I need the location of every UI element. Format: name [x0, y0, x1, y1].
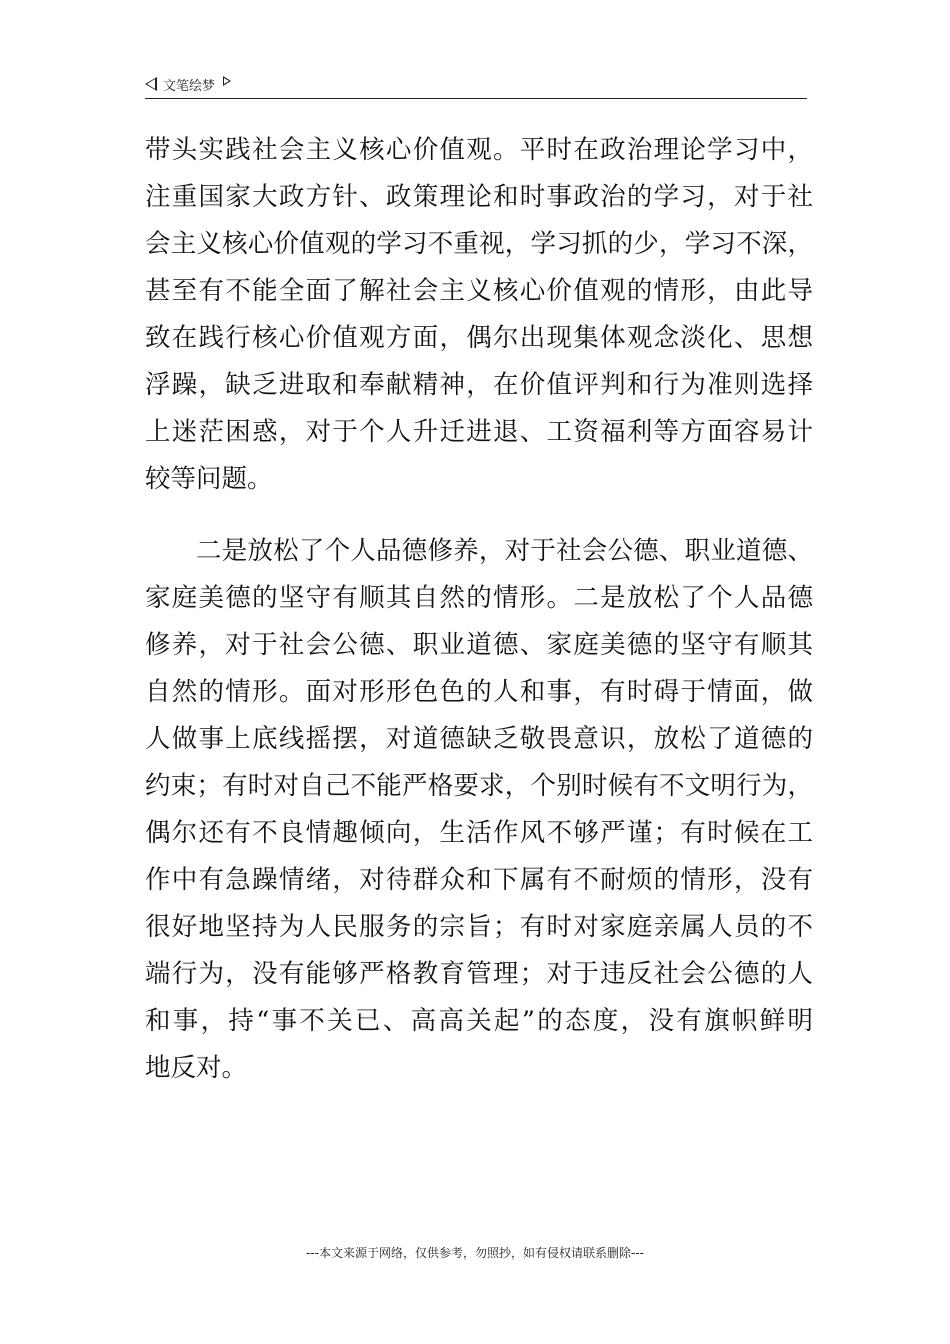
triangle-right-icon: [223, 76, 231, 86]
text-line: 约束；有时对自己不能严格要求，个别时候有不文明行为，: [145, 771, 813, 801]
text-line: 会主义核心价值观的学习不重视，学习抓的少，学习不深，: [145, 229, 813, 259]
page-header: [145, 70, 807, 99]
text-line: 偶尔还有不良情趣倾向，生活作风不够严谨；有时候在工: [145, 818, 813, 848]
text-line: 致在践行核心价值观方面，偶尔出现集体观念淡化、思想: [145, 323, 813, 353]
page-footer: ---本文来源于网络，仅供参考，勿照抄，如有侵权请联系删除---: [306, 1246, 644, 1260]
text-line: 端行为，没有能够严格教育管理；对于违反社会公德的人: [145, 959, 813, 989]
text-line: 很好地坚持为人民服务的宗旨；有时对家庭亲属人员的不: [145, 912, 813, 942]
text-line: 甚至有不能全面了解社会主义核心价值观的情形，由此导: [145, 276, 813, 306]
text-line: 注重国家大政方针、政策理论和时事政治的学习，对于社: [145, 182, 813, 212]
text-line: 修养，对于社会公德、职业道德、家庭美德的坚守有顺其: [145, 630, 813, 660]
document-body: [145, 127, 813, 1092]
text-line: 上迷茫困惑，对于个人升迁进退、工资福利等方面容易计: [145, 417, 813, 447]
text-line: 人做事上底线摇摆，对道德缺乏敬畏意识，放松了道德的: [145, 724, 813, 754]
paragraph-2: [145, 528, 813, 1092]
paragraph-gap: [145, 503, 813, 528]
text-line: 较等问题。: [145, 464, 273, 494]
text-line: 家庭美德的坚守有顺其自然的情形。二是放松了个人品德: [145, 583, 813, 613]
header-title: 文笔绘梦: [163, 78, 216, 94]
text-line: 地反对。: [145, 1053, 248, 1083]
text-line: 自然的情形。面对形形色色的人和事，有时碍于情面，做: [145, 677, 813, 707]
paragraph-1: [145, 127, 813, 503]
text-line: 浮躁，缺乏进取和奉献精神，在价值评判和行为准则选择: [145, 370, 813, 400]
text-line: 带头实践社会主义核心价值观。平时在政治理论学习中，: [145, 135, 813, 165]
text-line: 二是放松了个人品德修养，对于社会公德、职业道德、: [196, 536, 813, 566]
triangle-left-icon: [145, 77, 157, 91]
text-line: 和事，持“事不关已、高高关起”的态度，没有旗帜鲜明: [145, 1006, 813, 1036]
text-line: 作中有急躁情绪，对待群众和下属有不耐烦的情形，没有: [145, 865, 813, 895]
